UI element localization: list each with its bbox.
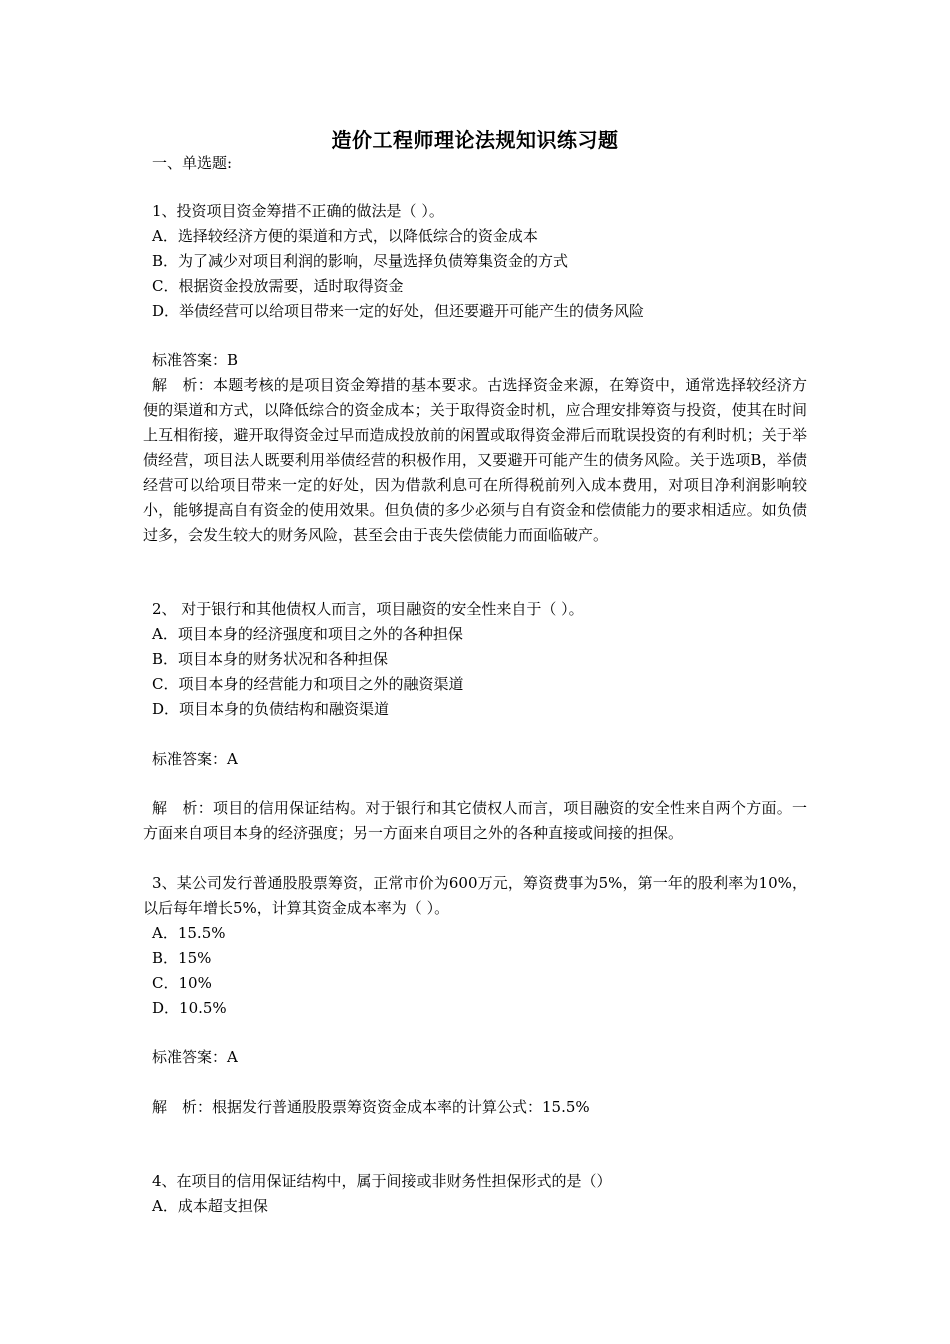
question-2-option-b: B．项目本身的财务状况和各种担保 [152, 650, 389, 668]
question-2-analysis: 解 析：项目的信用保证结构。对于银行和其它债权人而言，项目融资的安全性来自两个方面。一方面来自项目本身的经济强度；另一方面来自项目之外的各种直接或间接的担保。 [143, 799, 807, 842]
question-3-stem: 3、某公司发行普通股股票筹资，正常市价为600万元，筹资费事为5%，第一年的股利率为10%，以后每年增长5%，计算其资金成本率为（ ）。 [143, 874, 807, 917]
question-4-stem: 4、在项目的信用保证结构中，属于间接或非财务性担保形式的是（） [152, 1172, 612, 1190]
question-1-option-c: C．根据资金投放需要，适时取得资金 [152, 277, 404, 295]
question-2-stem: 2、 对于银行和其他债权人而言，项目融资的安全性来自于（ ）。 [152, 600, 584, 618]
question-1-stem: 1、投资项目资金筹措不正确的做法是（ ）。 [152, 202, 444, 220]
question-1-answer: 标准答案：B [152, 351, 239, 369]
section-heading: 一、单选题: [152, 154, 233, 172]
question-4-option-a: A．成本超支担保 [152, 1197, 268, 1215]
question-3-option-a: A．15.5% [152, 924, 226, 942]
question-2-answer: 标准答案：A [152, 750, 238, 768]
question-3-option-c: C．10% [152, 974, 212, 992]
question-2-option-c: C．项目本身的经营能力和项目之外的融资渠道 [152, 675, 464, 693]
question-3-option-d: D．10.5% [152, 999, 227, 1017]
question-3-answer: 标准答案：A [152, 1048, 238, 1066]
question-2-option-d: D．项目本身的负债结构和融资渠道 [152, 700, 390, 718]
question-1-option-d: D．举债经营可以给项目带来一定的好处，但还要避开可能产生的债务风险 [152, 302, 645, 320]
question-3-option-b: B．15% [152, 949, 212, 967]
question-1-option-a: A．选择较经济方便的渠道和方式，以降低综合的资金成本 [152, 227, 538, 245]
question-1-option-b: B．为了减少对项目利润的影响，尽量选择负债筹集资金的方式 [152, 252, 569, 270]
question-3-analysis: 解 析：根据发行普通股股票筹资资金成本率的计算公式：15.5% [152, 1098, 590, 1116]
page-title: 造价工程师理论法规知识练习题 [331, 128, 619, 152]
question-2-option-a: A．项目本身的经济强度和项目之外的各种担保 [152, 625, 463, 643]
question-1-analysis: 解 析：本题考核的是项目资金筹措的基本要求。古选择资金来源，在筹资中，通常选择较经济方便的渠道和方式，以降低综合的资金成本；关于取得资金时机，应合理安排筹资与投资，使其在时间上互相衔接，避开取得资金过早而造成投放前的闲置或取得资金滞后而耽误投资的有利时机；关于举债经营，项目法人既要利用举债经营的积极作用，又要避开可能产生的债务风险。关于选项B，举债经营可以给项目带来一定的好处，因为借款利息可在所得税前列入成本费用，对项目净利润影响较小，能够提高自有资金的使用效果。但负债的多少必须与自有资金和偿债能力的要求相适应。如负债过多，会发生较大的财务风险，甚至会由于丧失偿债能力而面临破产。 [143, 376, 807, 544]
